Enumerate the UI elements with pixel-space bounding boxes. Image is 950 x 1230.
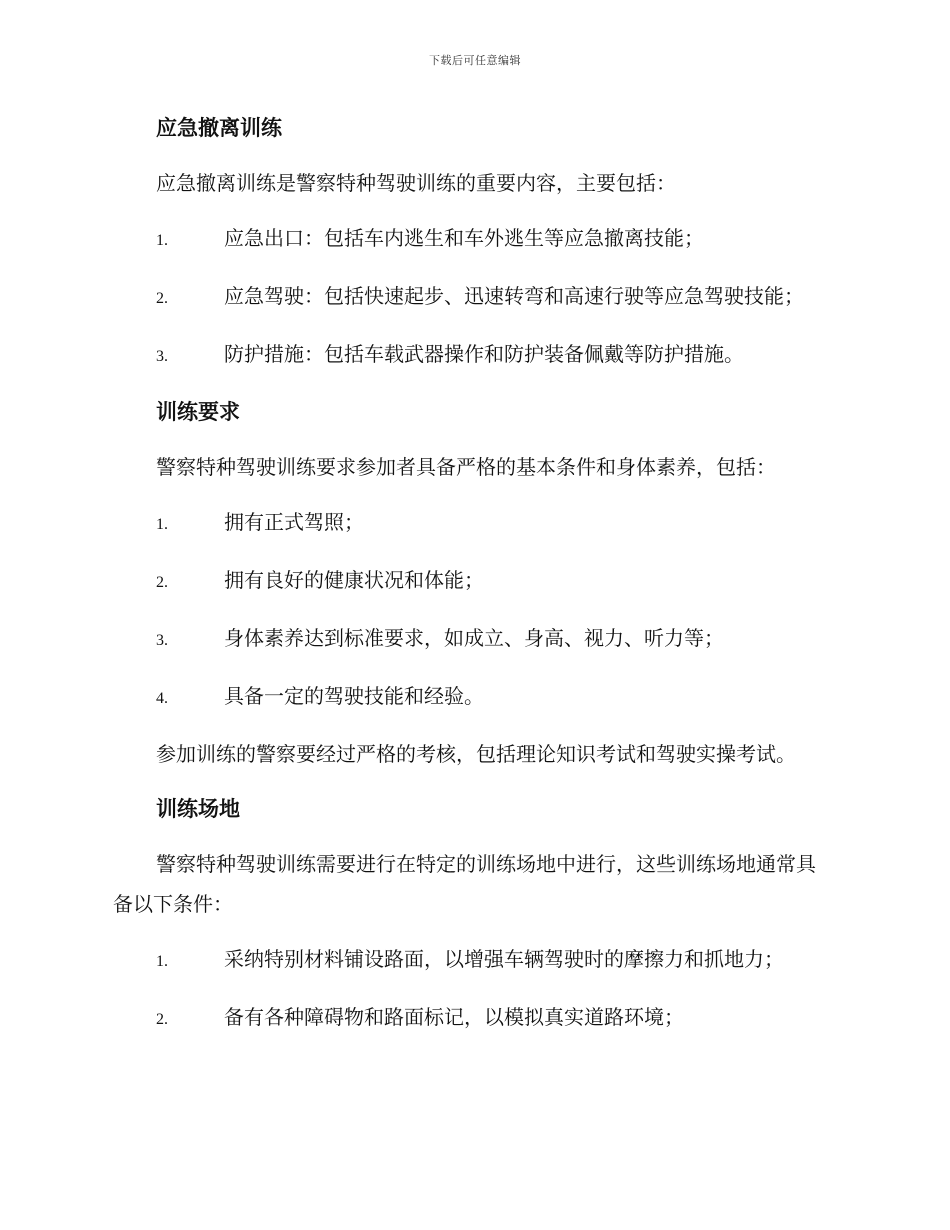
list-number: 2.	[156, 290, 168, 307]
list-text: 身体素养达到标准要求，如成立、身高、视力、听力等；	[224, 626, 724, 650]
list-number: 3.	[156, 348, 168, 365]
page-header: 下载后可任意编辑	[429, 54, 521, 67]
list-item	[113, 560, 835, 603]
list-number: 4.	[156, 690, 168, 707]
section-heading: 训练要求	[156, 399, 240, 424]
list-item	[113, 334, 835, 377]
list-text: 应急驾驶：包括快速起步、迅速转弯和高速行驶等应急驾驶技能；	[224, 284, 804, 308]
list-text: 备有各种障碍物和路面标记，以模拟真实道路环境；	[224, 1005, 684, 1029]
list-item	[113, 276, 835, 319]
list-text: 应急出口：包括车内逃生和车外逃生等应急撤离技能；	[224, 226, 704, 250]
section-intro: 警察特种驾驶训练要求参加者具备严格的基本条件和身体素养，包括：	[156, 455, 776, 479]
list-number: 1.	[156, 516, 168, 533]
list-number: 2.	[156, 574, 168, 591]
section-intro: 应急撤离训练是警察特种驾驶训练的重要内容，主要包括：	[156, 171, 676, 195]
list-item	[113, 218, 835, 261]
section-outro: 参加训练的警察要经过严格的考核，包括理论知识考试和驾驶实操考试。	[156, 742, 796, 766]
list-text: 具备一定的驾驶技能和经验。	[224, 684, 484, 708]
list-text: 拥有良好的健康状况和体能；	[224, 568, 484, 592]
section-intro: 警察特种驾驶训练需要进行在特定的训练场地中进行，这些训练场地通常具备以下条件：	[113, 852, 816, 916]
list-item	[113, 939, 835, 982]
list-number: 3.	[156, 632, 168, 649]
list-item	[113, 618, 835, 661]
list-number: 2.	[156, 1011, 168, 1028]
document-body	[113, 108, 835, 1055]
section-heading: 应急撤离训练	[156, 115, 282, 140]
list-text: 采纳特别材料铺设路面，以增强车辆驾驶时的摩擦力和抓地力；	[224, 947, 784, 971]
list-number: 1.	[156, 953, 168, 970]
list-item	[113, 502, 835, 545]
list-item	[113, 676, 835, 719]
section-heading: 训练场地	[156, 796, 240, 821]
list-text: 拥有正式驾照；	[224, 510, 364, 534]
list-item	[113, 997, 835, 1040]
list-number: 1.	[156, 232, 168, 249]
list-text: 防护措施：包括车载武器操作和防护装备佩戴等防护措施。	[224, 342, 744, 366]
